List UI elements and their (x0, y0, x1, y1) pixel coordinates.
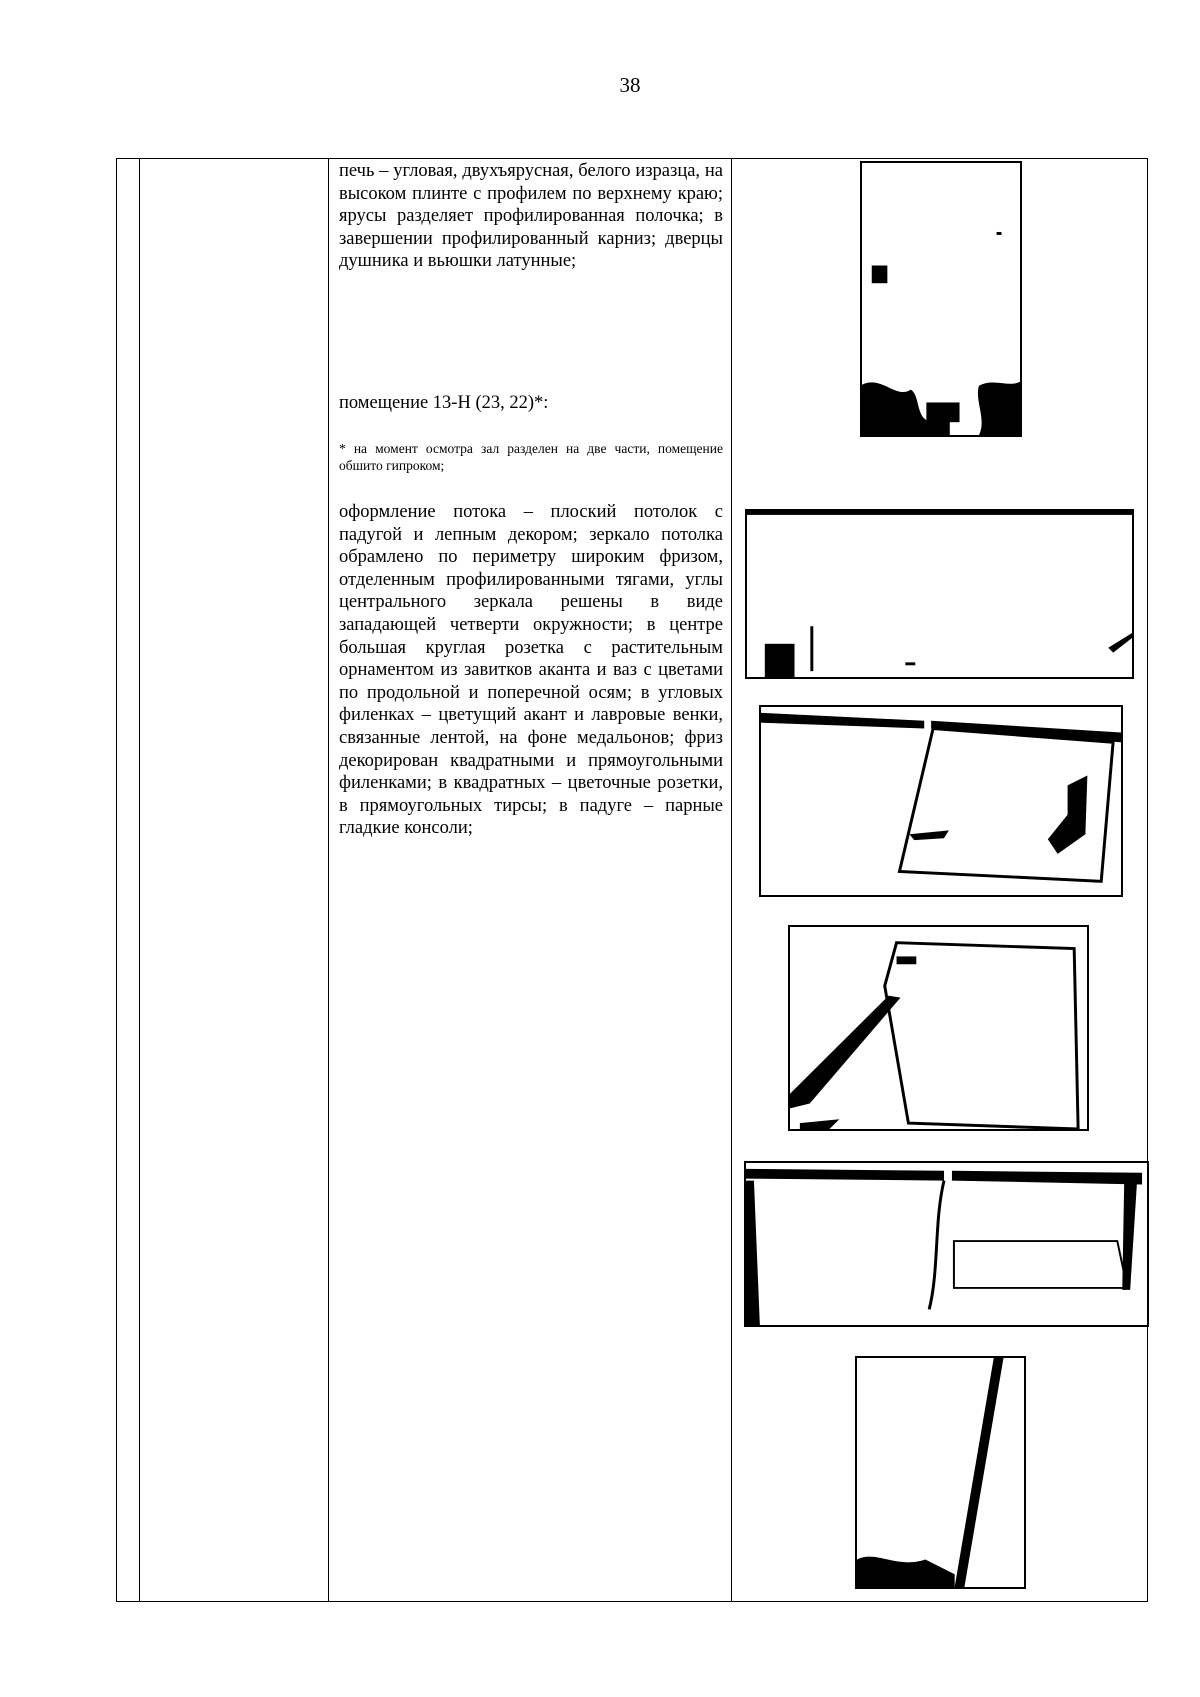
photo-ceiling-wide (745, 509, 1134, 679)
photo-ceiling-corner-1 (759, 705, 1123, 897)
room-heading: помещение 13-Н (23, 22)*: (339, 393, 549, 413)
photo-ceiling-vertical (855, 1356, 1026, 1589)
column-divider (328, 159, 329, 1601)
column-divider (731, 159, 732, 1601)
ceiling-description: оформление потока – плоский потолок с падугой и лепным декором; зеркало потолка обрамлено по периметру широким фризом, отделенным профилированными тягами, углы центрального зеркала решены в виде западающей четверти окружности; в центре большая круглая розетка с растительным орнаментом из завитков аканта и ваз с цветами по продольной и поперечной осям; в угловых филенках – цветущий акант и лавровые венки, связанные лентой, на фоне медальонов; фриз декорирован квадратными и прямоугольными филенками; в квадратных – цветочные розетки, в прямоугольных тирсы; в падуге – парные гладкие консоли; (339, 502, 723, 839)
photo-ceiling-frieze (744, 1161, 1149, 1327)
column-divider (139, 159, 140, 1601)
photo-ceiling-corner-2 (788, 925, 1089, 1131)
photo-stove (860, 161, 1022, 437)
stove-description: печь – угловая, двухъярусная, белого изразца, на высоком плинте с профилем по верхнему краю; ярусы разделяет профилированная полочка; в завершении профилированный карниз; дверцы душника и вьюшки латунные; (339, 161, 723, 272)
room-footnote: * на момент осмотра зал разделен на две части, помещение обшито гипроком; (339, 441, 723, 473)
page-number: 38 (619, 73, 641, 97)
